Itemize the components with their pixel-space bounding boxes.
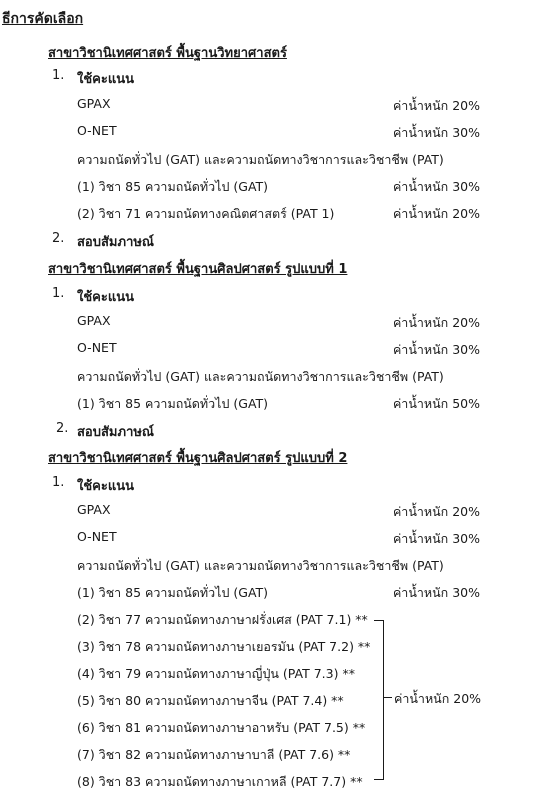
item-weight: ค่าน้ำหนัก 20% <box>392 98 480 113</box>
item-label: ความถนัดทั่วไป (GAT) และความถนัดทางวิชาการและวิชาชีพ (PAT) <box>77 558 444 573</box>
bracket-item: (5) วิชา 80 ความถนัดทางภาษาจีน (PAT 7.4) ** <box>77 693 344 708</box>
step-label: ใช้คะแนน <box>77 479 135 494</box>
item-weight: ค่าน้ำหนัก 50% <box>392 396 480 411</box>
item-weight: ค่าน้ำหนัก 20% <box>392 315 480 330</box>
step-label: ใช้คะแนน <box>77 72 135 87</box>
item-weight: ค่าน้ำหนัก 20% <box>392 206 480 221</box>
item-label: O-NET <box>77 529 117 544</box>
bracket-tick <box>383 697 392 698</box>
step-number: 1. <box>52 286 65 301</box>
item-label: (1) วิชา 85 ความถนัดทั่วไป (GAT) <box>77 179 269 194</box>
item-weight: ค่าน้ำหนัก 30% <box>392 125 480 140</box>
item-weight: ค่าน้ำหนัก 30% <box>392 342 480 357</box>
bracket-item: (3) วิชา 78 ความถนัดทางภาษาเยอรมัน (PAT 7.2) ** <box>77 639 371 654</box>
bracket-weight: ค่าน้ำหนัก 20% <box>394 691 482 706</box>
step-number: 2. <box>56 421 69 436</box>
step-label: สอบสัมภาษณ์ <box>77 235 154 250</box>
step-number: 1. <box>52 475 65 490</box>
step-number: 2. <box>52 231 65 246</box>
item-weight: ค่าน้ำหนัก 30% <box>392 179 480 194</box>
section-heading-science: สาขาวิชานิเทศศาสตร์ พื้นฐานวิทยาศาสตร์ <box>48 46 287 61</box>
section-heading-arts-2: สาขาวิชานิเทศศาสตร์ พื้นฐานศิลปศาสตร์ รูปแบบที่ 2 <box>48 451 348 466</box>
bracket-item: (6) วิชา 81 ความถนัดทางภาษาอาหรับ (PAT 7.5) ** <box>77 720 366 735</box>
section-heading-arts-1: สาขาวิชานิเทศศาสตร์ พื้นฐานศิลปศาสตร์ รูปแบบที่ 1 <box>48 262 348 277</box>
step-label: ใช้คะแนน <box>77 290 135 305</box>
item-weight: ค่าน้ำหนัก 30% <box>392 531 480 546</box>
item-label: ความถนัดทั่วไป (GAT) และความถนัดทางวิชาการและวิชาชีพ (PAT) <box>77 369 444 384</box>
bracket-item: (7) วิชา 82 ความถนัดทางภาษาบาลี (PAT 7.6) ** <box>77 747 351 762</box>
step-number: 1. <box>52 68 65 83</box>
item-label: ความถนัดทั่วไป (GAT) และความถนัดทางวิชาการและวิชาชีพ (PAT) <box>77 152 444 167</box>
item-weight: ค่าน้ำหนัก 30% <box>392 585 480 600</box>
item-label: GPAX <box>77 502 111 517</box>
bracket-item: (8) วิชา 83 ความถนัดทางภาษาเกาหลี (PAT 7.7) ** <box>77 774 363 789</box>
grouping-bracket <box>374 620 384 780</box>
bracket-item: (2) วิชา 77 ความถนัดทางภาษาฝรั่งเศส (PAT 7.1) ** <box>77 612 368 627</box>
page-title: ธีการคัดเลือก <box>2 11 84 27</box>
item-label: O-NET <box>77 123 117 138</box>
item-label: GPAX <box>77 313 111 328</box>
item-label: (2) วิชา 71 ความถนัดทางคณิตศาสตร์ (PAT 1) <box>77 206 335 221</box>
item-label: (1) วิชา 85 ความถนัดทั่วไป (GAT) <box>77 396 269 411</box>
item-label: (1) วิชา 85 ความถนัดทั่วไป (GAT) <box>77 585 269 600</box>
item-weight: ค่าน้ำหนัก 20% <box>392 504 480 519</box>
step-label: สอบสัมภาษณ์ <box>77 425 154 440</box>
item-label: GPAX <box>77 96 111 111</box>
item-label: O-NET <box>77 340 117 355</box>
bracket-item: (4) วิชา 79 ความถนัดทางภาษาญี่ปุ่น (PAT 7.3) ** <box>77 666 355 681</box>
